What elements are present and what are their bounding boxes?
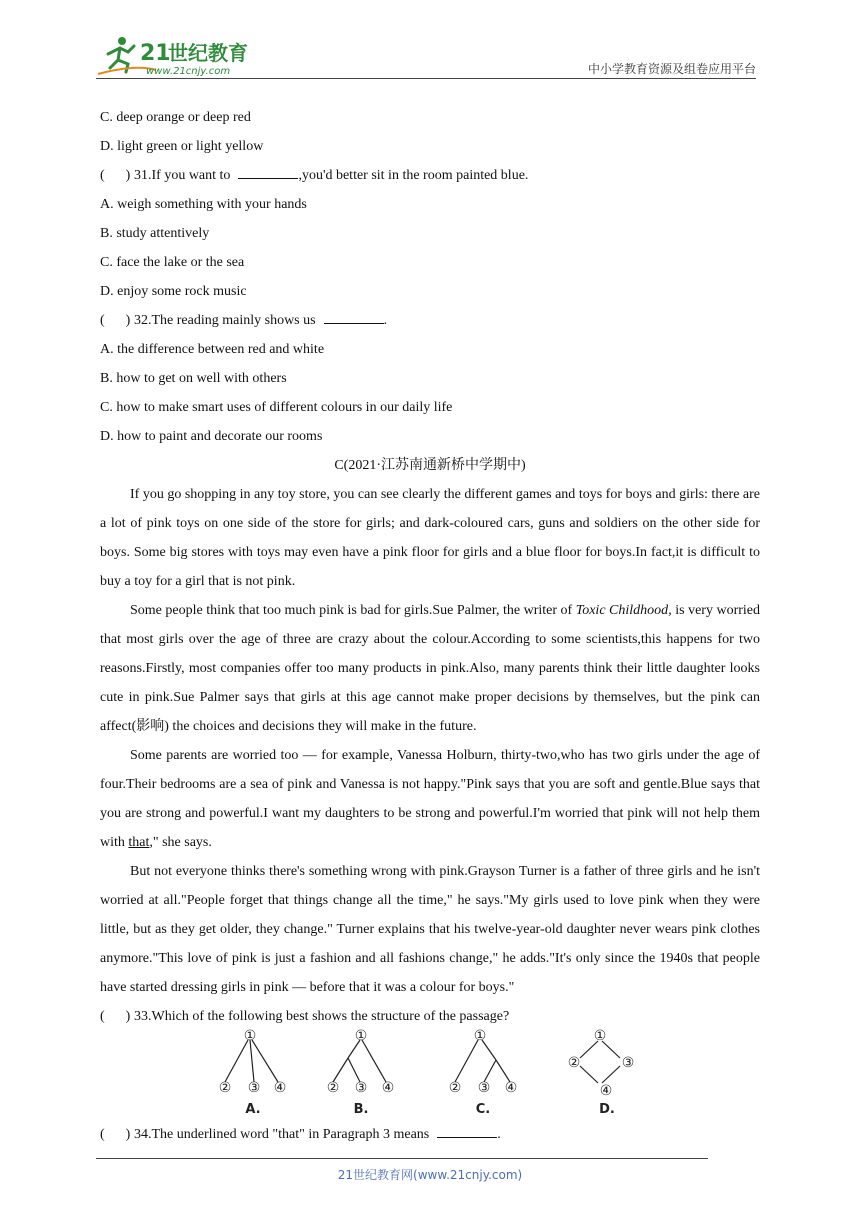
node-c-4: ④ [504, 1080, 518, 1096]
node-a-2: ② [218, 1080, 232, 1096]
node-b-3: ③ [354, 1080, 368, 1096]
passage-paragraph-3: Some parents are worried too — for example, Vanessa Holburn, thirty-two,who has two girls under the age of four.Their bedrooms are a sea of pink and Vanessa is not happy."Pink says that you are soft and gentle.Blue says that you are strong and powerful.I want my daughters to be strong and powerful.I'm worried that pink will not help them with that," she says. [100, 748, 760, 850]
logo-url: www.21cnjy.com [146, 66, 231, 77]
passage-paragraph-2: Some people think that too much pink is bad for girls.Sue Palmer, the writer of Toxic Childhood, is very worried that most girls over the age of three are crazy about the colour.According to some scientists,this happens for two reasons.Firstly, most companies offer too many products in pink.Also, many parents think their little daughter looks cute in pink.Sue Palmer says that girls at this age cannot make proper decisions by themselves, but the pink can affect(影响) the choices and decisions they will make in the future. [100, 603, 760, 734]
q31-option-d: D. enjoy some rock music [100, 284, 247, 299]
logo [96, 34, 266, 78]
logo-number: 21 [140, 41, 171, 66]
node-c-1: ① [473, 1028, 487, 1044]
q33-stem: ( ) 33.Which of the following best shows the structure of the passage? [100, 1002, 760, 1031]
q31-option-c: C. face the lake or the sea [100, 255, 245, 270]
option-a-label[interactable]: A. [245, 1102, 261, 1117]
node-d-1: ① [593, 1028, 607, 1044]
page-header [96, 34, 756, 78]
option-c-label[interactable]: C. [475, 1102, 491, 1117]
node-b-4: ④ [381, 1080, 395, 1096]
option-b-label[interactable]: B. [353, 1102, 369, 1117]
structure-diagrams [200, 1024, 650, 1119]
q34-answer-blank[interactable] [437, 1125, 497, 1138]
q30-option-d: D. light green or light yellow [100, 139, 264, 154]
q31-stem: ( ) 31.If you want to ,you'd better sit in the room painted blue. [100, 161, 760, 190]
footer-link[interactable]: 21世纪教育网(www.21cnjy.com) [337, 1168, 523, 1182]
option-d-label[interactable]: D. [599, 1102, 615, 1117]
q32-stem: ( ) 32.The reading mainly shows us . [100, 306, 760, 335]
passage-paragraph-4: But not everyone thinks there's something wrong with pink.Grayson Turner is a father of three girls and he isn't worried at all."People forget that things change all the time," he says."My girls used to love pink when they were little, but as they get older, they change." Turner explains that his twelve-year-old daughter never wears pink clothes anymore."This love of pink is just a fashion and all fashions change," he adds."It's only since the 1940s that people have started dressing girls in pink — before that it was a colour for boys." [100, 864, 760, 995]
answer-paren[interactable]: ( ) [100, 1009, 131, 1024]
q30-option-c: C. deep orange or deep red [100, 110, 251, 125]
answer-paren[interactable]: ( ) [100, 313, 131, 328]
q32-option-a: A. the difference between red and white [100, 342, 325, 357]
header-divider [96, 78, 756, 79]
q32-option-c: C. how to make smart uses of different colours in our daily life [100, 400, 453, 415]
passage-paragraph-1: If you go shopping in any toy store, you can see clearly the different games and toys for boys and girls: there are a lot of pink toys on one side of the store for girls; and dark-coloured cars, guns and soldiers on the other side for boys. Some big stores with toys may even have a pink floor for girls and a blue floor for boys.In fact,it is difficult to buy a toy for a girl that is not pink. [100, 487, 760, 589]
node-a-3: ③ [247, 1080, 261, 1096]
answer-paren[interactable]: ( ) [100, 1127, 131, 1142]
book-title: Toxic Childhood [575, 603, 669, 618]
q31-option-a: A. weigh something with your hands [100, 197, 307, 212]
node-d-4: ④ [599, 1083, 613, 1099]
q31-answer-blank[interactable] [238, 166, 298, 179]
answer-paren[interactable]: ( ) [100, 168, 131, 183]
platform-name: 中小学教育资源及组卷应用平台 [587, 62, 756, 76]
node-d-2: ② [567, 1055, 581, 1071]
q31-option-b: B. study attentively [100, 226, 210, 241]
node-a-4: ④ [273, 1080, 287, 1096]
node-b-1: ① [354, 1028, 368, 1044]
underlined-word: that [128, 835, 150, 850]
page-content [100, 103, 760, 1031]
q32-option-b: B. how to get on well with others [100, 371, 287, 386]
node-b-2: ② [326, 1080, 340, 1096]
q34-stem: ( ) 34.The underlined word "that" in Paragraph 3 means . [100, 1120, 501, 1149]
q32-option-d: D. how to paint and decorate our rooms [100, 429, 323, 444]
node-c-2: ② [448, 1080, 462, 1096]
q32-answer-blank[interactable] [324, 311, 384, 324]
node-c-3: ③ [477, 1080, 491, 1096]
section-c-title: C(2021·江苏南通新桥中学期中) [334, 458, 526, 473]
node-d-3: ③ [621, 1055, 635, 1071]
logo-text: 世纪教育 [168, 41, 248, 65]
footer-divider [96, 1158, 708, 1159]
diagram-lines [225, 1040, 620, 1083]
node-a-1: ① [243, 1028, 257, 1044]
